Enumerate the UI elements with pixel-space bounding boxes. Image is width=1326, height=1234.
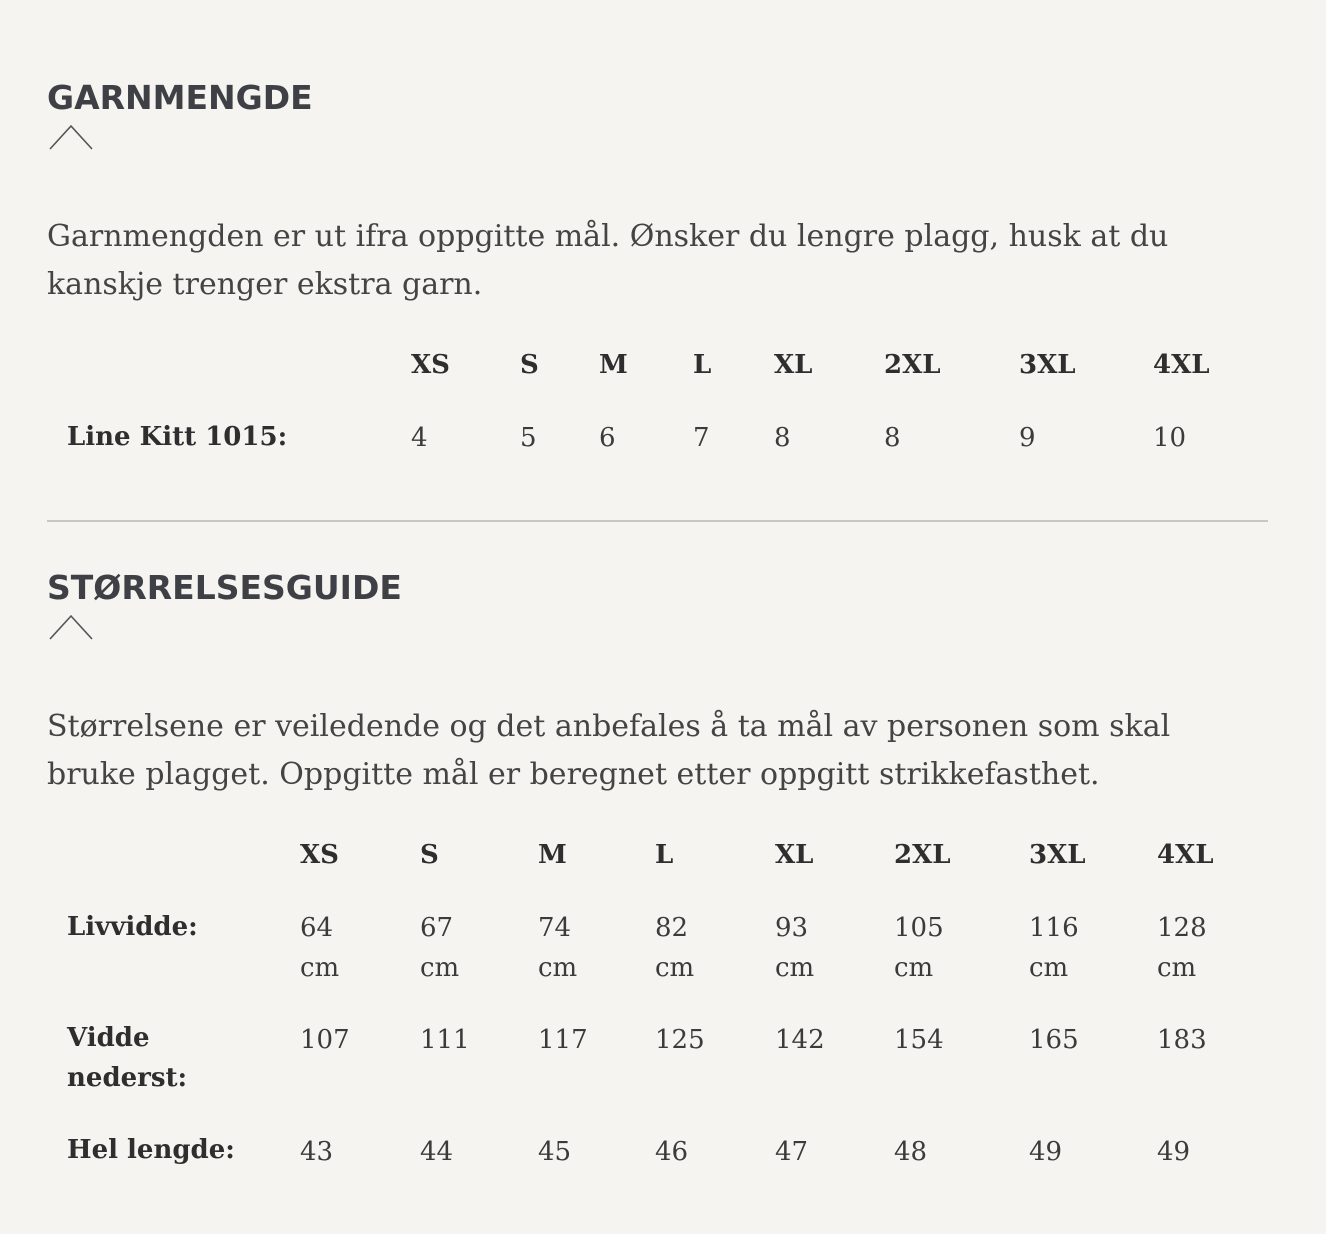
yarn-value-xs: 4 bbox=[411, 423, 428, 453]
livvidde-unit-xs: cm bbox=[300, 953, 340, 983]
livvidde-unit-s: cm bbox=[420, 953, 460, 983]
chevron-up-icon[interactable] bbox=[48, 612, 94, 640]
garnmengde-intro-line2: kanskje trenger ekstra garn. bbox=[47, 267, 483, 302]
size-header-2xl: 2XL bbox=[884, 350, 941, 380]
lengde-value-3xl: 49 bbox=[1029, 1137, 1063, 1167]
garnmengde-title: GARNMENGDE bbox=[47, 78, 313, 117]
row-label-hel-lengde: Hel lengde: bbox=[67, 1135, 235, 1165]
lengde-value-xs: 43 bbox=[300, 1137, 334, 1167]
guide-header-3xl: 3XL bbox=[1029, 840, 1086, 870]
lengde-value-l: 46 bbox=[655, 1137, 689, 1167]
lengde-value-2xl: 48 bbox=[894, 1137, 928, 1167]
livvidde-value-s: 67 bbox=[420, 913, 454, 943]
guide-header-s: S bbox=[420, 840, 439, 870]
garnmengde-intro bbox=[47, 213, 1267, 309]
yarn-value-m: 6 bbox=[599, 423, 616, 453]
storrelsesguide-title: STØRRELSESGUIDE bbox=[47, 568, 402, 607]
lengde-value-s: 44 bbox=[420, 1137, 454, 1167]
livvidde-value-3xl: 116 bbox=[1029, 913, 1079, 943]
livvidde-value-2xl: 105 bbox=[894, 913, 944, 943]
livvidde-unit-4xl: cm bbox=[1157, 953, 1197, 983]
vidde-value-l: 125 bbox=[655, 1025, 705, 1055]
size-header-l: L bbox=[693, 350, 712, 380]
size-header-3xl: 3XL bbox=[1019, 350, 1076, 380]
livvidde-value-m: 74 bbox=[538, 913, 572, 943]
livvidde-value-xl: 93 bbox=[775, 913, 809, 943]
guide-header-xl: XL bbox=[775, 840, 814, 870]
guide-header-xs: XS bbox=[300, 840, 339, 870]
guide-header-l: L bbox=[655, 840, 674, 870]
livvidde-value-xs: 64 bbox=[300, 913, 334, 943]
lengde-value-xl: 47 bbox=[775, 1137, 809, 1167]
size-header-4xl: 4XL bbox=[1153, 350, 1210, 380]
chevron-up-icon[interactable] bbox=[48, 122, 94, 150]
livvidde-unit-m: cm bbox=[538, 953, 578, 983]
yarn-value-l: 7 bbox=[693, 423, 710, 453]
vidde-value-xs: 107 bbox=[300, 1025, 350, 1055]
lengde-value-4xl: 49 bbox=[1157, 1137, 1191, 1167]
vidde-value-m: 117 bbox=[538, 1025, 588, 1055]
storrelsesguide-intro bbox=[47, 703, 1267, 799]
row-label-vidde-nederst-line2: nederst: bbox=[67, 1063, 188, 1093]
row-label-line-kitt: Line Kitt 1015: bbox=[67, 422, 288, 452]
garnmengde-intro-line1: Garnmengden er ut ifra oppgitte mål. Ønsker du lengre plagg, husk at du bbox=[47, 219, 1169, 254]
lengde-value-m: 45 bbox=[538, 1137, 572, 1167]
vidde-value-s: 111 bbox=[420, 1025, 470, 1055]
yarn-value-2xl: 8 bbox=[884, 423, 901, 453]
livvidde-value-l: 82 bbox=[655, 913, 689, 943]
yarn-value-s: 5 bbox=[520, 423, 537, 453]
guide-header-2xl: 2XL bbox=[894, 840, 951, 870]
storrelsesguide-intro-line1: Størrelsene er veiledende og det anbefales å ta mål av personen som skal bbox=[47, 709, 1171, 744]
row-label-livvidde: Livvidde: bbox=[67, 912, 198, 942]
size-header-xs: XS bbox=[411, 350, 450, 380]
vidde-value-3xl: 165 bbox=[1029, 1025, 1079, 1055]
livvidde-value-4xl: 128 bbox=[1157, 913, 1207, 943]
livvidde-unit-l: cm bbox=[655, 953, 695, 983]
vidde-value-xl: 142 bbox=[775, 1025, 825, 1055]
guide-header-m: M bbox=[538, 840, 567, 870]
yarn-value-4xl: 10 bbox=[1153, 423, 1187, 453]
livvidde-unit-3xl: cm bbox=[1029, 953, 1069, 983]
size-header-xl: XL bbox=[774, 350, 813, 380]
guide-header-4xl: 4XL bbox=[1157, 840, 1214, 870]
vidde-value-2xl: 154 bbox=[894, 1025, 944, 1055]
size-header-m: M bbox=[599, 350, 628, 380]
row-label-vidde-nederst-line1: Vidde bbox=[67, 1023, 150, 1053]
vidde-value-4xl: 183 bbox=[1157, 1025, 1207, 1055]
livvidde-unit-2xl: cm bbox=[894, 953, 934, 983]
size-header-s: S bbox=[520, 350, 539, 380]
livvidde-unit-xl: cm bbox=[775, 953, 815, 983]
storrelsesguide-intro-line2: bruke plagget. Oppgitte mål er beregnet etter oppgitt strikkefasthet. bbox=[47, 757, 1100, 792]
yarn-value-3xl: 9 bbox=[1019, 423, 1036, 453]
yarn-value-xl: 8 bbox=[774, 423, 791, 453]
section-divider bbox=[47, 520, 1268, 522]
